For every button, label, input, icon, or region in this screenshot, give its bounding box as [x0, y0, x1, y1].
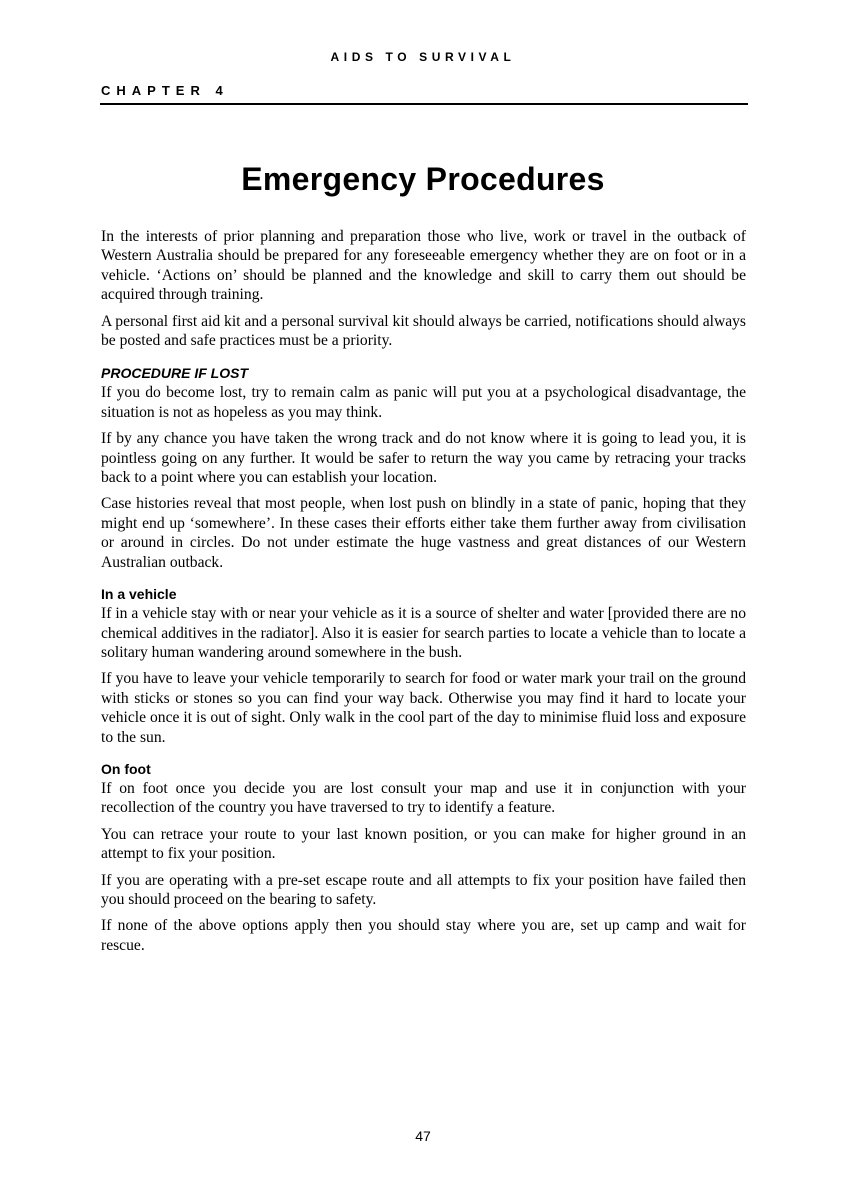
page-number: 47 — [415, 1128, 431, 1144]
running-head: AIDS TO SURVIVAL — [330, 50, 516, 64]
section-heading-procedure-if-lost: PROCEDURE IF LOST — [101, 365, 249, 382]
vehicle-paragraph: If you have to leave your vehicle temporarily to search for food or water mark your trail on the ground with sticks or stones so you can find your way back. Otherwise you may find it hard to locate your vehicle once it is out of sight. Only walk in the cool part of the day to minimise fluid loss and exposure to the sun. — [101, 670, 746, 746]
chapter-label: CHAPTER 4 — [101, 83, 229, 98]
subheading-in-a-vehicle: In a vehicle — [101, 586, 177, 603]
foot-paragraph: If none of the above options apply then you should stay where you are, set up camp and wait for rescue. — [101, 917, 746, 954]
header-rule — [100, 103, 748, 105]
body-content — [101, 227, 746, 962]
procedure-paragraph: If you do become lost, try to remain calm as panic will put you at a psychological disadvantage, the situation is not as hopeless as you may think. — [101, 384, 746, 421]
subheading-on-foot: On foot — [101, 760, 151, 777]
intro-paragraph: A personal first aid kit and a personal survival kit should always be carried, notifications should always be posted and safe practices must be a priority. — [101, 312, 746, 350]
procedure-paragraph: Case histories reveal that most people, when lost push on blindly in a state of panic, hoping that they might end up ‘somewhere’. In these cases their efforts either take them further away from civilisation or around in circles. Do not under estimate the huge vastness and great distances of our Western Australian outback. — [101, 495, 746, 571]
vehicle-paragraph: If in a vehicle stay with or near your vehicle as it is a source of shelter and water [provided there are no chemical additives in the radiator]. Also it is easier for search parties to locate a vehicle than to locate a solitary human wandering around somewhere in the bush. — [101, 605, 746, 661]
procedure-paragraph: If by any chance you have taken the wrong track and do not know where it is going to lead you, it is pointless going on any further. It would be safer to return the way you came by retracing your tracks back to a point where you can establish your location. — [101, 430, 746, 487]
foot-paragraph: If on foot once you decide you are lost consult your map and use it in conjunction with your recollection of the country you have traversed to try to identify a feature. — [101, 779, 746, 817]
foot-paragraph: If you are operating with a pre-set escape route and all attempts to fix your position have failed then you should proceed on the bearing to safety. — [101, 871, 746, 908]
page-title: Emergency Procedures — [241, 161, 605, 197]
intro-paragraph: In the interests of prior planning and preparation those who live, work or travel in the outback of Western Australia should be prepared for any foreseeable emergency whether they are on foot or in a vehicle. ‘Actions on’ should be planned and the knowledge and skill to carry them out should be acquired through training. — [101, 228, 746, 304]
foot-paragraph: You can retrace your route to your last known position, or you can make for higher ground in an attempt to fix your position. — [101, 825, 746, 863]
